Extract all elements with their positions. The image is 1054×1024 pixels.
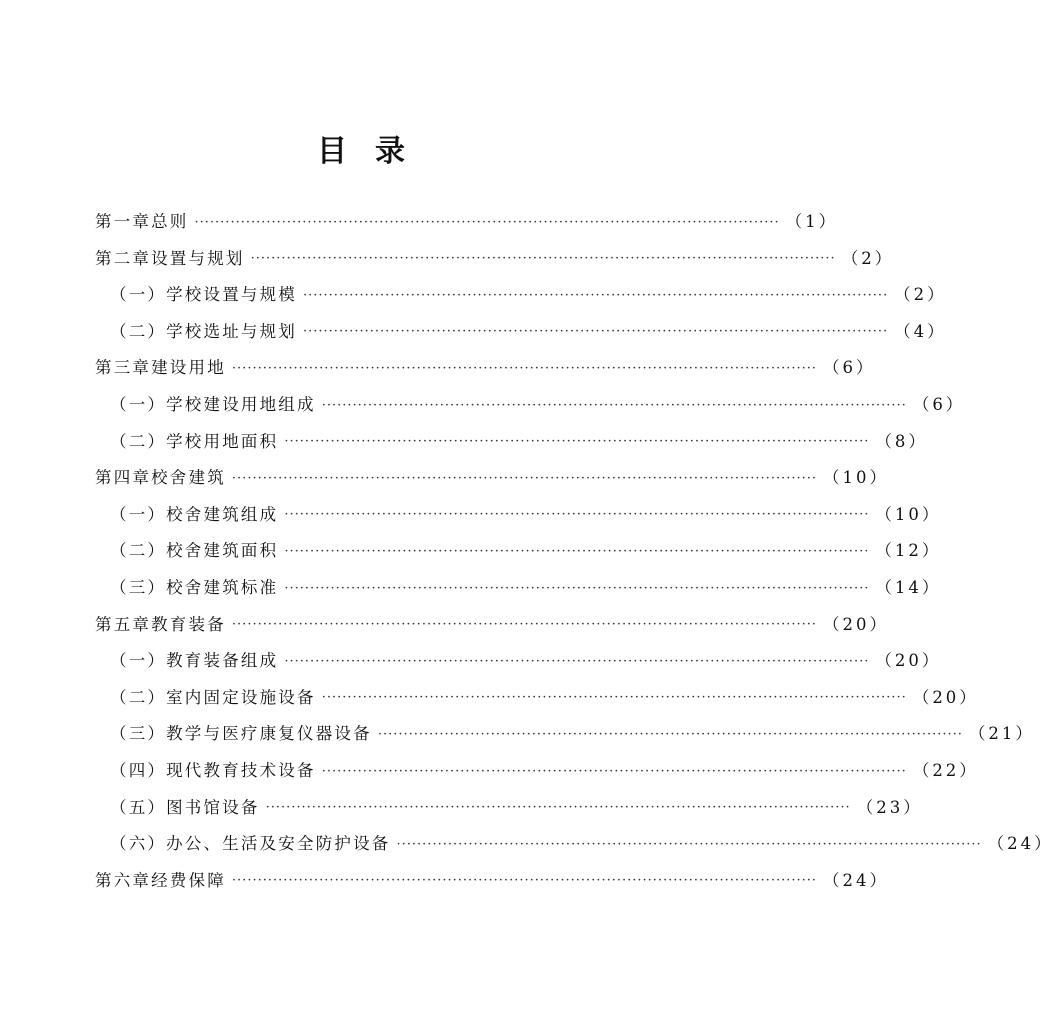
toc-page-number: （4）: [894, 321, 947, 341]
toc-section-entry: [110, 312, 947, 348]
toc-dot-leader: ··················································································································: [303, 287, 889, 303]
toc-entry-label: 图书馆设备: [166, 797, 260, 817]
toc-entry-label: 校舍建筑组成: [166, 504, 279, 524]
toc-page-number: （23）: [856, 797, 923, 817]
toc-dot-leader: ··················································································································: [303, 324, 889, 340]
toc-entry-number: 第五章: [95, 614, 152, 634]
toc-dot-leader: ··················································································································: [284, 507, 870, 523]
toc-entry-number: 第二章: [95, 248, 152, 268]
toc-section-entry: [110, 568, 942, 604]
toc-entry-label: 校舍建筑面积: [166, 541, 279, 561]
toc-page-number: （1）: [785, 212, 839, 231]
toc-entry-label: 经费保障: [151, 870, 226, 890]
toc-section-entry: [110, 531, 942, 567]
toc-entry-number: （五）: [110, 797, 167, 817]
toc-dot-leader: ··················································································································: [284, 580, 870, 596]
toc-page-number: （8）: [875, 431, 928, 451]
toc-section-entry: [110, 275, 947, 311]
toc-dot-leader: ··················································································································: [231, 617, 818, 633]
toc-section-entry: [110, 385, 966, 421]
toc-entry-number: （三）: [110, 578, 167, 597]
toc-chapter-entry: [95, 458, 890, 494]
toc-page-number: （24）: [987, 834, 1054, 854]
toc-entry-number: 第三章: [95, 358, 152, 378]
toc-dot-leader: ··················································································································: [321, 397, 907, 413]
toc-entry-label: 教育装备组成: [166, 651, 279, 671]
toc-dot-leader: ··················································································································: [194, 214, 780, 230]
toc-dot-leader: ··················································································································: [284, 434, 870, 450]
toc-dot-leader: ··················································································································: [231, 360, 818, 376]
toc-entry-label: 建设用地: [151, 358, 226, 378]
toc-page-number: （20）: [875, 651, 942, 671]
toc-page-number: （12）: [875, 541, 942, 561]
toc-entry-number: （一）: [110, 395, 167, 414]
toc-section-entry: [110, 714, 1035, 750]
toc-entry-number: （二）: [110, 321, 167, 341]
toc-chapter-entry: [95, 348, 876, 384]
toc-page-number: （10）: [875, 504, 942, 524]
toc-section-entry: [110, 751, 979, 787]
toc-entry-label: 校舍建筑: [151, 468, 226, 488]
toc-chapter-entry: [95, 605, 890, 641]
title-char-1: 目: [317, 134, 349, 169]
toc-section-entry: [110, 824, 1054, 860]
toc-entry-number: （二）: [110, 431, 167, 451]
toc-section-entry: [110, 422, 928, 458]
toc-page-number: （20）: [912, 687, 979, 707]
toc-chapter-entry: [95, 861, 890, 897]
toc-dot-leader: ··················································································································: [265, 800, 851, 816]
toc-entry-label: 教育装备: [151, 614, 226, 634]
toc-page-number: （20）: [823, 614, 890, 634]
toc-entry-label: 教学与医疗康复仪器设备: [166, 724, 372, 744]
toc-entry-label: 办公、生活及安全防护设备: [166, 834, 391, 854]
toc-entry-number: （一）: [110, 285, 167, 305]
toc-page-number: （6）: [912, 395, 966, 414]
toc-dot-leader: ··················································································································: [396, 836, 982, 852]
toc-entry-label: 校舍建筑标准: [166, 578, 279, 597]
toc-entry-number: 第四章: [95, 468, 152, 488]
toc-section-entry: [110, 678, 979, 714]
toc-page-number: （24）: [823, 870, 890, 890]
toc-dot-leader: ··················································································································: [231, 873, 818, 889]
toc-entry-number: （三）: [110, 724, 167, 744]
toc-page-number: （22）: [912, 761, 979, 780]
toc-page-number: （6）: [823, 358, 876, 378]
toc-chapter-entry: [95, 202, 839, 238]
toc-page-number: （2）: [841, 248, 895, 268]
toc-entry-label: 学校用地面积: [166, 431, 279, 451]
toc-section-entry: [110, 788, 923, 824]
toc-entry-number: （二）: [110, 687, 167, 707]
toc-dot-leader: ··················································································································: [321, 690, 907, 706]
toc-dot-leader: ··················································································································: [377, 726, 963, 742]
toc-section-entry: [110, 495, 942, 531]
toc-section-entry: [110, 641, 942, 677]
page-title: [0, 126, 724, 170]
toc-entry-number: （二）: [110, 541, 167, 561]
toc-entry-label: 学校选址与规划: [166, 321, 298, 341]
toc-chapter-entry: [95, 239, 895, 275]
toc-entry-label: 总则: [151, 212, 189, 231]
toc-entry-label: 室内固定设施设备: [166, 687, 316, 707]
toc-entry-number: （一）: [110, 651, 167, 671]
toc-dot-leader: ··················································································································: [231, 470, 818, 486]
toc-entry-label: 现代教育技术设备: [166, 761, 316, 780]
toc-entry-label: 设置与规划: [151, 248, 245, 268]
toc-entry-number: （六）: [110, 834, 167, 854]
toc-dot-leader: ··················································································································: [284, 543, 870, 559]
toc-dot-leader: ··················································································································: [284, 653, 870, 669]
toc-entry-number: 第六章: [95, 870, 152, 890]
toc-dot-leader: ··················································································································: [250, 251, 836, 267]
title-char-2: 录: [375, 134, 407, 169]
toc-entry-label: 学校建设用地组成: [166, 395, 316, 414]
toc-page-number: （21）: [968, 724, 1035, 744]
toc-dot-leader: ··················································································································: [321, 763, 907, 779]
toc-page-number: （2）: [894, 285, 947, 305]
toc-entry-number: （四）: [110, 761, 167, 780]
toc-entry-label: 学校设置与规模: [166, 285, 298, 305]
toc-page-number: （14）: [875, 578, 942, 597]
toc-page-number: （10）: [823, 468, 890, 488]
toc-entry-number: （一）: [110, 504, 167, 524]
toc-entry-number: 第一章: [95, 212, 152, 231]
